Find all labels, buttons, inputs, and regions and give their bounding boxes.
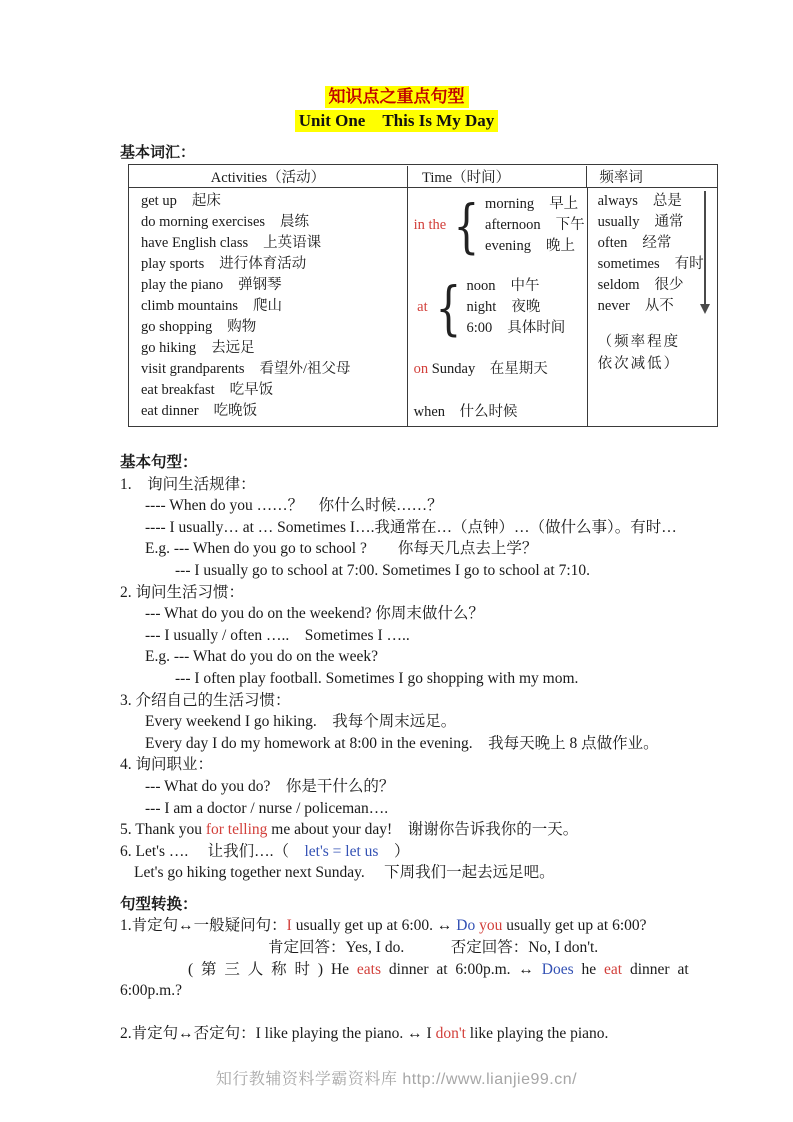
vocab-pair bbox=[467, 297, 566, 318]
vocab-pair bbox=[598, 233, 713, 254]
chinese-translation: 吃晚饭 bbox=[213, 403, 258, 419]
chinese-translation: 看望外/祖父母 bbox=[259, 361, 351, 377]
text-segment: ( 第 三 人 称 时 ) He bbox=[188, 960, 357, 978]
text-line bbox=[120, 1023, 738, 1045]
text-line bbox=[120, 1002, 738, 1024]
frequency-note: （频率程度依次减低） bbox=[597, 334, 681, 372]
vocab-pair bbox=[141, 401, 403, 422]
vocab-pair bbox=[141, 254, 403, 275]
text-segment: --- I often play football. Sometimes I go shopping with my mom. bbox=[175, 669, 579, 687]
text-segment: E.g. --- When do you go to school ? 你每天几点去上学？ bbox=[145, 540, 538, 558]
text-segment: you bbox=[479, 917, 503, 935]
text-line bbox=[120, 582, 738, 604]
text-line bbox=[120, 937, 738, 959]
text-line bbox=[120, 625, 738, 647]
vocab-pair bbox=[141, 338, 403, 359]
footer-text: 知行教辅资料学霸资料库 http://www.lianjie99.cn/ bbox=[215, 1071, 578, 1088]
chinese-translation: 具体时间 bbox=[507, 320, 566, 336]
text-line bbox=[120, 538, 738, 560]
text-segment: 5. Thank you bbox=[120, 821, 206, 839]
english-term: afternoon bbox=[485, 217, 541, 233]
chinese-translation: 起床 bbox=[191, 193, 221, 209]
text-segment: eats bbox=[356, 960, 382, 978]
chinese-translation: 早上 bbox=[549, 196, 579, 212]
text-segment: ） bbox=[378, 842, 410, 860]
chinese-translation: 上英语课 bbox=[263, 235, 322, 251]
english-term: go shopping bbox=[141, 319, 213, 335]
english-term: always bbox=[597, 193, 638, 209]
decreasing-arrow-icon bbox=[704, 191, 706, 305]
text-segment: --- What do you do on the weekend? 你周末做什么？ bbox=[145, 605, 484, 623]
text-line bbox=[120, 819, 738, 841]
text-line bbox=[414, 402, 585, 424]
english-term: often bbox=[597, 235, 628, 251]
text-segment: --- I usually / often ….. Sometimes I ….. bbox=[145, 626, 410, 644]
vocab-pair bbox=[485, 236, 585, 257]
text-line bbox=[120, 474, 738, 496]
english-term: go hiking bbox=[141, 340, 197, 356]
english-term: usually bbox=[597, 214, 640, 230]
unit-title bbox=[0, 110, 793, 132]
preposition-label: in the bbox=[413, 217, 447, 233]
text-segment: 肯定回答：Yes, I do. 否定回答：No, I don't. bbox=[268, 939, 599, 957]
vocab-pair bbox=[598, 212, 713, 233]
chinese-translation: 通常 bbox=[654, 214, 684, 230]
transform-heading: 句型转换： bbox=[120, 895, 198, 913]
vocab-pair bbox=[141, 233, 403, 254]
vocab-pair bbox=[598, 275, 713, 296]
text-line bbox=[120, 711, 738, 733]
patterns-section bbox=[120, 452, 738, 884]
text-line bbox=[120, 915, 738, 937]
transform-lines bbox=[120, 915, 738, 1045]
text-segment: E.g. --- What do you do on the week? bbox=[145, 648, 379, 666]
english-term: eat breakfast bbox=[141, 382, 215, 398]
text-segment: eat bbox=[604, 960, 623, 978]
text-segment: usually get up at 6:00? bbox=[502, 917, 647, 935]
text-segment: when 什么时候 bbox=[413, 403, 518, 420]
transform-section bbox=[120, 894, 738, 1045]
text-line bbox=[120, 776, 738, 798]
english-term: sometimes bbox=[597, 256, 660, 272]
text-segment: dinner at 6:00p.m. ↔ bbox=[381, 960, 542, 978]
text-segment: 6. Let's …. 让我们….（ bbox=[120, 842, 305, 860]
text-segment: --- I am a doctor / nurse / policeman…. bbox=[145, 799, 389, 817]
chinese-translation: 有时 bbox=[674, 256, 704, 272]
vocab-pair bbox=[598, 254, 713, 275]
text-segment: like playing the piano. bbox=[465, 1025, 609, 1043]
time-groups bbox=[413, 191, 585, 342]
patterns-heading: 基本句型： bbox=[120, 454, 198, 471]
text-segment: --- What do you do? 你是干什么的？ bbox=[145, 777, 395, 795]
english-term: do morning exercises bbox=[141, 214, 266, 230]
preposition-label: at bbox=[417, 299, 428, 315]
text-segment: I bbox=[286, 917, 292, 935]
text-line bbox=[120, 959, 738, 981]
main-title bbox=[0, 86, 793, 108]
patterns-lines bbox=[120, 474, 738, 884]
chinese-translation: 经常 bbox=[642, 235, 672, 251]
text-segment: on bbox=[413, 361, 432, 377]
vocab-section-label: 基本词汇： bbox=[120, 145, 196, 161]
brace-glyph: { bbox=[453, 191, 480, 260]
text-line bbox=[120, 517, 738, 539]
text-segment: ---- When do you ……？ 你什么时候……？ bbox=[145, 497, 443, 515]
text-line bbox=[120, 495, 738, 517]
header-frequency: 频率词 bbox=[599, 169, 643, 186]
text-segment: Let's go hiking together next Sunday. 下周我们一起去远足吧。 bbox=[134, 864, 555, 882]
chinese-translation: 去远足 bbox=[211, 340, 255, 356]
text-line bbox=[120, 754, 738, 776]
text-line bbox=[120, 798, 738, 820]
chinese-translation: 吃早饭 bbox=[229, 382, 274, 398]
english-term: eat dinner bbox=[141, 403, 199, 419]
english-term: night bbox=[466, 299, 497, 315]
frequency-column bbox=[588, 188, 717, 426]
vocab-pair bbox=[141, 191, 403, 212]
vocab-table bbox=[128, 164, 718, 427]
main-title-text: 知识点之重点句型 bbox=[325, 86, 469, 108]
english-term: visit grandparents bbox=[141, 361, 245, 377]
chinese-translation: 进行体育活动 bbox=[219, 256, 307, 272]
unit-title-text: Unit One This Is My Day bbox=[295, 110, 499, 132]
chinese-translation: 很少 bbox=[654, 277, 684, 293]
text-line bbox=[120, 646, 738, 668]
vocab-pair bbox=[141, 380, 403, 401]
vocab-pair bbox=[598, 191, 713, 212]
time-items bbox=[467, 276, 566, 339]
english-term: play sports bbox=[141, 256, 205, 272]
text-segment: 1.肯定句↔一般疑问句： bbox=[120, 917, 287, 935]
brace-glyph: { bbox=[435, 273, 461, 342]
vocab-pair bbox=[467, 318, 566, 339]
text-segment: Does bbox=[541, 960, 574, 978]
text-segment: 3. 介绍自己的生活习惯： bbox=[120, 691, 291, 709]
text-segment: ---- I usually… at … Sometimes I….我通常在…（点钟）…（做什么事）。有时… bbox=[145, 518, 677, 536]
text-segment: don't bbox=[435, 1025, 466, 1043]
english-term: have English class bbox=[141, 235, 249, 251]
text-line bbox=[120, 690, 738, 712]
chinese-translation: 夜晚 bbox=[511, 299, 541, 315]
text-segment: Every weekend I go hiking. 我每个周末远足。 bbox=[145, 713, 457, 731]
table-body-row bbox=[129, 188, 717, 426]
text-line bbox=[414, 359, 585, 381]
vocab-pair bbox=[141, 212, 403, 233]
text-segment: for telling bbox=[205, 821, 268, 839]
text-line bbox=[120, 603, 738, 625]
text-line bbox=[120, 668, 738, 690]
vocab-pair bbox=[141, 359, 403, 380]
chinese-translation: 从不 bbox=[644, 298, 674, 314]
text-segment: 1. 询问生活规律： bbox=[120, 475, 256, 493]
vocab-pair bbox=[141, 275, 403, 296]
time-preposition-group bbox=[414, 273, 585, 342]
chinese-translation: 晚上 bbox=[545, 238, 575, 254]
time-items bbox=[485, 194, 585, 257]
text-segment: me about your day! 谢谢你告诉我你的一天。 bbox=[267, 821, 579, 839]
vocab-pair bbox=[141, 296, 403, 317]
text-segment: 2.肯定句↔否定句：I like playing the piano. ↔ I bbox=[120, 1025, 436, 1043]
header-activities: Activities（活动） bbox=[129, 166, 408, 187]
text-segment: 4. 询问职业： bbox=[120, 756, 214, 774]
english-term: 6:00 bbox=[466, 320, 493, 336]
text-line bbox=[120, 560, 738, 582]
time-extra-lines bbox=[414, 359, 585, 423]
text-line bbox=[120, 841, 738, 863]
english-term: seldom bbox=[597, 277, 640, 293]
english-term: evening bbox=[485, 238, 531, 254]
text-line bbox=[120, 980, 738, 1002]
english-term: never bbox=[597, 298, 630, 314]
title-block bbox=[0, 86, 793, 132]
chinese-translation: 中午 bbox=[510, 278, 540, 294]
chinese-translation: 弹钢琴 bbox=[238, 277, 282, 293]
vocab-pair bbox=[467, 276, 566, 297]
text-segment: Sunday 在星期天 bbox=[431, 361, 548, 377]
text-segment: let's = let us bbox=[304, 842, 379, 860]
frequency-list bbox=[598, 191, 713, 317]
chinese-translation: 购物 bbox=[227, 319, 257, 335]
time-preposition-group bbox=[413, 191, 585, 260]
text-segment: dinner at bbox=[622, 960, 689, 978]
activities-column bbox=[129, 188, 408, 426]
english-term: morning bbox=[485, 196, 535, 212]
header-time: Time（时间） bbox=[408, 166, 587, 187]
text-segment: Every day I do my homework at 8:00 in the evening. 我每天晚上 8 点做作业。 bbox=[145, 734, 659, 752]
vocab-pair bbox=[485, 215, 585, 236]
chinese-translation: 晨练 bbox=[280, 214, 310, 230]
english-term: noon bbox=[466, 278, 496, 294]
vocab-pair bbox=[141, 317, 403, 338]
text-segment: Do bbox=[456, 917, 476, 935]
time-column bbox=[408, 188, 588, 426]
vocab-pair bbox=[485, 194, 585, 215]
english-term: play the piano bbox=[141, 277, 224, 293]
chinese-translation: 总是 bbox=[652, 193, 682, 209]
text-line bbox=[120, 733, 738, 755]
english-term: climb mountains bbox=[141, 298, 239, 314]
text-segment: 6:00p.m.? bbox=[120, 982, 182, 1000]
vocab-pair bbox=[598, 296, 713, 317]
text-segment: 2. 询问生活习惯： bbox=[120, 583, 245, 601]
chinese-translation: 爬山 bbox=[253, 298, 283, 314]
text-line bbox=[120, 862, 738, 884]
table-header-row bbox=[129, 165, 717, 188]
chinese-translation: 下午 bbox=[555, 217, 585, 233]
text-segment: he bbox=[573, 960, 605, 978]
text-segment: --- I usually go to school at 7:00. Sometimes I go to school at 7:10. bbox=[175, 561, 591, 579]
text-segment: usually get up at 6:00. ↔ bbox=[291, 917, 457, 935]
english-term: get up bbox=[141, 193, 177, 209]
